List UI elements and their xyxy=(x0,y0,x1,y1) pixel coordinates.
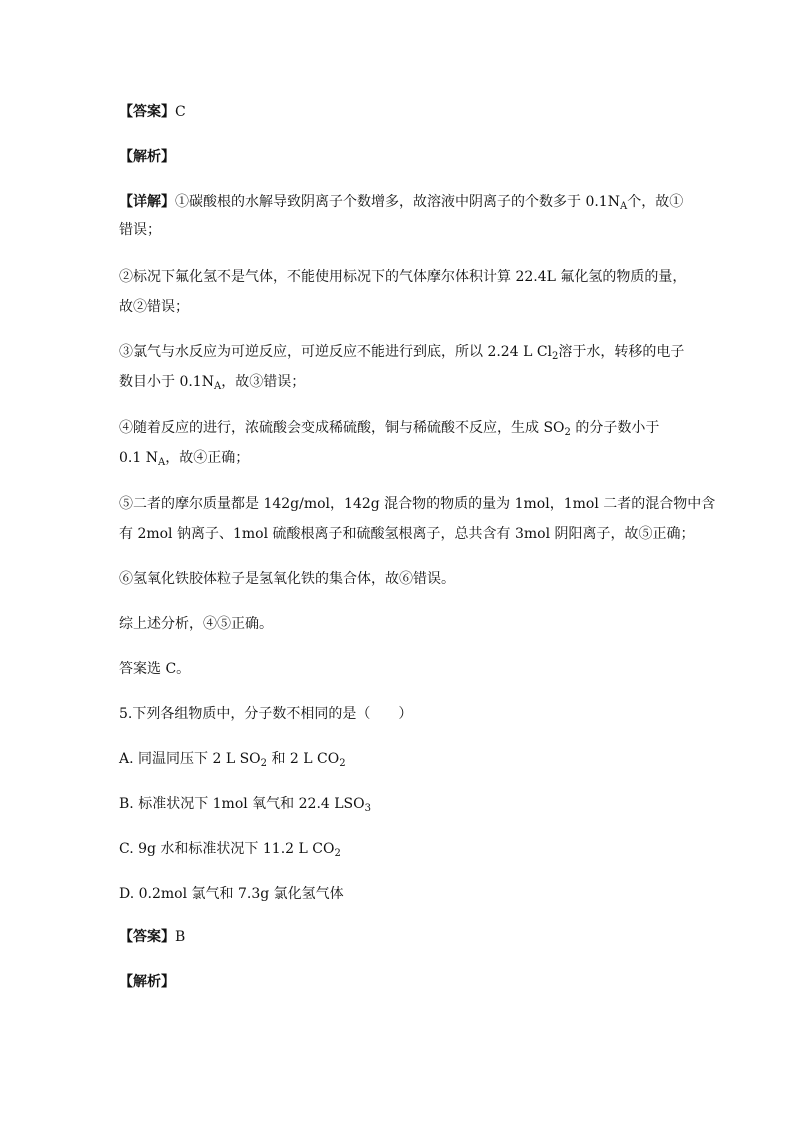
option-c xyxy=(119,839,679,859)
detail-p5-line1: ⑤二者的摩尔质量都是 142g/mol，142g 混合物的物质的量为 1mol，1mol 二者的混合物中含 xyxy=(119,496,716,512)
option-a xyxy=(119,749,679,769)
detail-text: 的分子数小于 xyxy=(570,420,660,436)
detail-text: ①碳酸根的水解导致阴离子个数增多，故溶液中阴离子的个数多于 0.1N xyxy=(175,194,620,210)
detail-text: ③氯气与水反应为可逆反应，可逆反应不能进行到底，所以 2.24 L Cl xyxy=(119,344,553,360)
option-b xyxy=(119,794,679,814)
detail-p2-line2: 故②错误； xyxy=(119,299,189,315)
detail-p5-line2: 有 2mol 钠离子、1mol 硫酸根离子和硫酸氢根离子，总共含有 3mol 阴阳离子，故⑤正确； xyxy=(119,526,695,542)
detail-text: 0.1 N xyxy=(119,450,158,466)
detail-p3-line1 xyxy=(119,342,685,362)
answer-line-2 xyxy=(119,927,679,947)
subscript: 2 xyxy=(260,758,268,769)
option-text: 和 2 L CO xyxy=(267,751,340,767)
answer-value: B xyxy=(175,929,186,945)
subscript: 2 xyxy=(334,848,341,859)
subscript: A xyxy=(157,457,166,468)
analysis-heading-1: 【解析】 xyxy=(119,149,175,165)
detail-p4-line1 xyxy=(119,418,679,438)
answer-value: C xyxy=(175,104,186,120)
choice-line: 答案选 C。 xyxy=(119,661,191,677)
subscript: 2 xyxy=(564,427,571,438)
detail-text: 个，故① xyxy=(627,194,684,210)
detail-text: 溶于水，转移的电子 xyxy=(558,344,685,360)
analysis-heading-2: 【解析】 xyxy=(119,974,175,990)
option-text: A. 同温同压下 2 L SO xyxy=(119,751,261,767)
answer-tag: 【答案】 xyxy=(119,929,175,945)
detail-text: 数目小于 0.1N xyxy=(119,374,214,390)
detail-p3-line2 xyxy=(119,372,679,392)
detail-text: ，故④正确； xyxy=(165,450,250,466)
detail-p6: ⑥氢氧化铁胶体粒子是氢氧化铁的集合体，故⑥错误。 xyxy=(119,571,455,587)
subscript: 3 xyxy=(364,803,371,814)
detail-p2-line1: ②标况下氟化氢不是气体，不能使用标况下的气体摩尔体积计算 22.4L 氟化氢的物质的量， xyxy=(119,269,687,285)
subscript: A xyxy=(213,381,222,392)
detail-p1-line1 xyxy=(119,192,684,212)
subscript: 2 xyxy=(552,351,559,362)
option-text: B. 标准状况下 1mol 氧气和 22.4 LSO xyxy=(119,796,365,812)
question-stem: 5.下列各组物质中，分子数不相同的是（ ） xyxy=(119,706,413,722)
option-d: D. 0.2mol 氯气和 7.3g 氯化氢气体 xyxy=(119,886,344,902)
detail-text: ④随着反应的进行，浓硫酸会变成稀硫酸，铜与稀硫酸不反应，生成 SO xyxy=(119,420,565,436)
detail-p4-line2 xyxy=(119,448,679,468)
subscript: 2 xyxy=(339,758,346,769)
detail-tag: 【详解】 xyxy=(119,194,175,210)
summary-line: 综上述分析，④⑤正确。 xyxy=(119,616,273,632)
answer-tag: 【答案】 xyxy=(119,104,175,120)
subscript: A xyxy=(619,201,628,212)
detail-text: ，故③错误； xyxy=(221,374,306,390)
detail-p1-line2: 错误； xyxy=(119,222,161,238)
answer-line-1 xyxy=(119,102,679,122)
option-text: C. 9g 水和标准状况下 11.2 L CO xyxy=(119,841,335,857)
